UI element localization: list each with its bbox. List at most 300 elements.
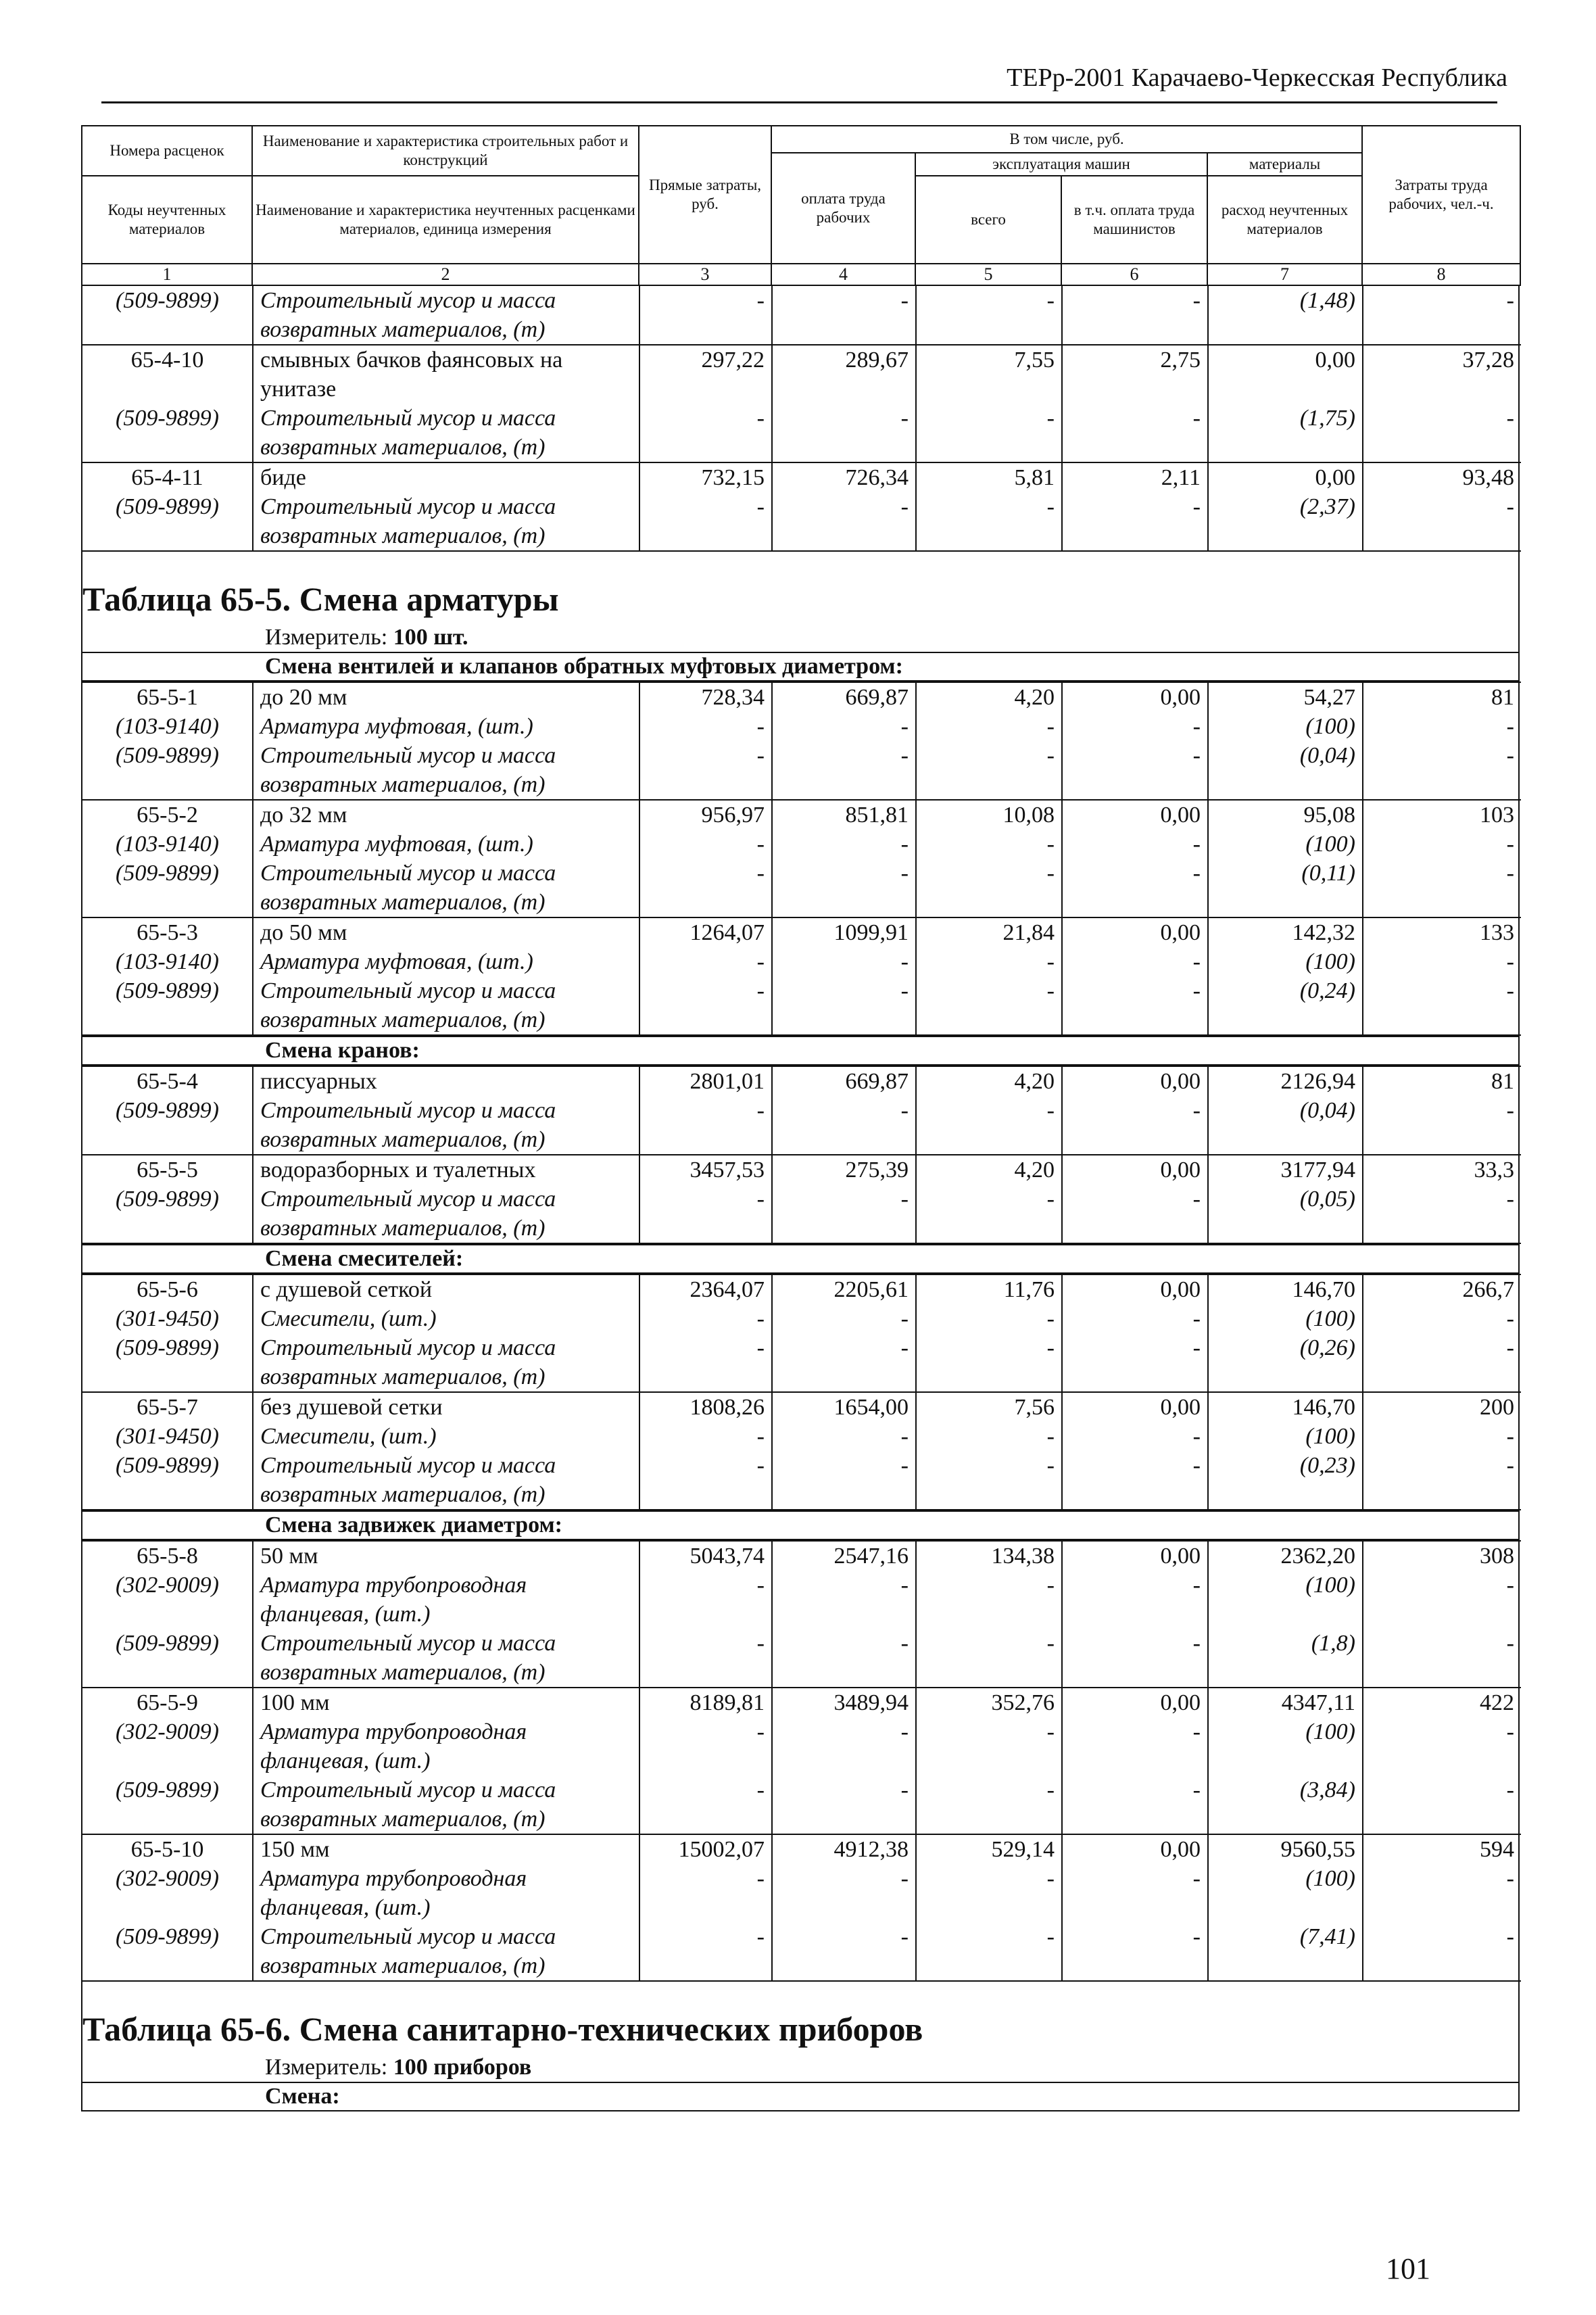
cell-name: Строительный мусор и масса возвратных материалов, (т) <box>253 1096 639 1155</box>
cell-code: 65-5-2 <box>82 800 253 830</box>
cell-code: 65-5-6 <box>82 1274 253 1304</box>
rate-row <box>82 1155 1521 1185</box>
cell-code: (301-9450) <box>116 1424 219 1449</box>
cell-mach_labor: - <box>1062 1571 1208 1629</box>
cell-hours: - <box>1363 1922 1521 1981</box>
cell-direct: - <box>639 947 772 976</box>
cell-code: (509-9899) <box>82 1922 253 1981</box>
cell-mat: 142,32 <box>1208 917 1363 947</box>
material-row <box>82 404 1521 462</box>
cell-hours: - <box>1363 1629 1521 1688</box>
cell-mat: 95,08 <box>1208 800 1363 830</box>
cell-labor: - <box>772 1717 916 1775</box>
cell-mat: 4347,11 <box>1208 1688 1363 1717</box>
rows-mixers <box>82 1274 1521 1510</box>
cell-name: Строительный мусор и масса возвратных материалов, (т) <box>253 1922 639 1981</box>
cell-name: Строительный мусор и масса возвратных материалов, (т) <box>253 1451 639 1510</box>
cell-labor: - <box>772 404 916 462</box>
material-row <box>82 830 1521 859</box>
cell-mat: 3177,94 <box>1208 1155 1363 1185</box>
cell-name: писсуарных <box>253 1066 639 1096</box>
cell-mach: - <box>916 1451 1062 1510</box>
cell-mat: (100) <box>1208 830 1363 859</box>
cell-code: (509-9899) <box>82 492 253 551</box>
cell-labor: 726,34 <box>772 462 916 492</box>
rows-65-4 <box>82 286 1521 552</box>
cell-labor: 2205,61 <box>772 1274 916 1304</box>
cell-mach_labor: - <box>1062 712 1208 741</box>
cell-labor: - <box>772 286 916 345</box>
cell-mach: - <box>916 741 1062 800</box>
col4-header: оплата труда рабочих <box>771 153 915 264</box>
cell-hours: 81 <box>1363 682 1521 712</box>
cell-direct: - <box>639 1775 772 1834</box>
cell-mat: (100) <box>1208 1571 1363 1629</box>
cell-mach: 7,55 <box>916 345 1062 404</box>
cell-direct: - <box>639 404 772 462</box>
material-row <box>82 1333 1521 1392</box>
col1-top-header: Номера расценок <box>82 126 252 176</box>
cell-labor: 4912,38 <box>772 1834 916 1864</box>
col-index-2: 2 <box>252 264 639 285</box>
cell-name: Арматура трубопроводная фланцевая, (шт.) <box>253 1864 639 1922</box>
cell-direct: - <box>639 712 772 741</box>
cell-code: (103-9140) <box>116 949 219 974</box>
cell-direct: 8189,81 <box>639 1688 772 1717</box>
rows-valves <box>82 682 1521 1036</box>
cell-hours: - <box>1363 976 1521 1035</box>
cell-name: Строительный мусор и масса возвратных материалов, (т) <box>253 859 639 917</box>
cell-direct: - <box>639 1717 772 1775</box>
cell-mach_labor: 0,00 <box>1062 1392 1208 1422</box>
rows-gate-valves <box>82 1540 1521 1982</box>
cell-mat: (100) <box>1208 1304 1363 1333</box>
unit-label: Измеритель: <box>265 625 388 650</box>
rate-row <box>82 462 1521 492</box>
cell-mach: - <box>916 830 1062 859</box>
cell-mat: (0,04) <box>1208 1096 1363 1155</box>
material-row <box>82 1629 1521 1688</box>
cell-mach_labor: 0,00 <box>1062 917 1208 947</box>
cell-name: Арматура муфтовая, (шт.) <box>253 712 639 741</box>
rows-taps <box>82 1066 1521 1244</box>
table-65-5-unit <box>82 623 1518 652</box>
cell-mat: (100) <box>1208 1422 1363 1451</box>
material-row <box>82 1717 1521 1775</box>
cell-direct: 1808,26 <box>639 1392 772 1422</box>
cell-mat: (1,8) <box>1208 1629 1363 1688</box>
unit-value: 100 приборов <box>393 2055 532 2080</box>
table-65-5-title: Таблица 65-5. Смена арматуры <box>82 580 559 618</box>
material-row <box>82 1096 1521 1155</box>
cell-code: (509-9899) <box>116 1098 219 1123</box>
rate-row <box>82 682 1521 712</box>
cell-labor: - <box>772 976 916 1035</box>
cell-labor: 851,81 <box>772 800 916 830</box>
col1-bottom-header: Коды неучтенных материалов <box>82 176 252 264</box>
cell-mach_labor: - <box>1062 492 1208 551</box>
cell-name: до 50 мм <box>253 917 639 947</box>
cell-mach_labor: 0,00 <box>1062 1688 1208 1717</box>
col2-top-header: Наименование и характеристика строительных работ и конструкций <box>252 126 639 176</box>
cell-code: (509-9899) <box>116 1777 219 1803</box>
cell-mat: (7,41) <box>1208 1922 1363 1981</box>
cell-labor: 275,39 <box>772 1155 916 1185</box>
cell-mat: (100) <box>1208 1864 1363 1922</box>
cell-mat: 0,00 <box>1208 462 1363 492</box>
cell-direct: - <box>639 1922 772 1981</box>
material-row <box>82 1422 1521 1451</box>
cell-name: до 32 мм <box>253 800 639 830</box>
cell-labor: 669,87 <box>772 1066 916 1096</box>
cell-hours: - <box>1363 1333 1521 1392</box>
cell-mach_labor: - <box>1062 404 1208 462</box>
cell-code: 65-5-4 <box>82 1066 253 1096</box>
cell-direct: - <box>639 1304 772 1333</box>
col-index-3: 3 <box>639 264 771 285</box>
cell-direct: - <box>639 1096 772 1155</box>
cell-labor: - <box>772 1775 916 1834</box>
cell-hours: - <box>1363 1864 1521 1922</box>
cell-mach_labor: - <box>1062 1096 1208 1155</box>
cell-hours: 93,48 <box>1363 462 1521 492</box>
group-machines-header: эксплуатация машин <box>915 153 1207 176</box>
cell-hours: 200 <box>1363 1392 1521 1422</box>
cell-mach: - <box>916 404 1062 462</box>
col-index-5: 5 <box>915 264 1061 285</box>
cell-name: Арматура муфтовая, (шт.) <box>253 947 639 976</box>
cell-mat: 54,27 <box>1208 682 1363 712</box>
cell-name: Строительный мусор и масса возвратных материалов, (т) <box>253 286 639 345</box>
header-rule <box>101 101 1497 103</box>
cell-direct: 297,22 <box>639 345 772 404</box>
cell-direct: - <box>639 1185 772 1243</box>
cell-mat: (100) <box>1208 947 1363 976</box>
cell-labor: - <box>772 859 916 917</box>
cell-code: (509-9899) <box>116 288 219 313</box>
material-row <box>82 712 1521 741</box>
cell-name: Строительный мусор и масса возвратных материалов, (т) <box>253 976 639 1035</box>
cell-mach: - <box>916 492 1062 551</box>
cell-name: Строительный мусор и масса возвратных материалов, (т) <box>253 1775 639 1834</box>
cell-direct: 5043,74 <box>639 1541 772 1571</box>
cell-code: (302-9009) <box>116 1573 219 1598</box>
cell-name: водоразборных и туалетных <box>253 1155 639 1185</box>
rate-row <box>82 1066 1521 1096</box>
cell-name: без душевой сетки <box>253 1392 639 1422</box>
cell-mach_labor: - <box>1062 1629 1208 1688</box>
cell-mat: (0,23) <box>1208 1451 1363 1510</box>
cell-direct: - <box>639 741 772 800</box>
cell-code: (302-9009) <box>116 1866 219 1891</box>
cell-code: (509-9899) <box>116 1335 219 1360</box>
cell-mach_labor: 2,11 <box>1062 462 1208 492</box>
cell-labor: 669,87 <box>772 682 916 712</box>
section-heading-gate-valves: Смена задвижек диаметром: <box>82 1510 1518 1540</box>
cell-mach: - <box>916 286 1062 345</box>
cell-direct: 956,97 <box>639 800 772 830</box>
cell-name: Арматура муфтовая, (шт.) <box>253 830 639 859</box>
cell-name: с душевой сеткой <box>253 1274 639 1304</box>
cell-name: 100 мм <box>253 1688 639 1717</box>
cell-code: 65-5-10 <box>82 1834 253 1864</box>
rate-row <box>82 1392 1521 1422</box>
cell-name: смывных бачков фаянсовых на унитазе <box>253 345 639 404</box>
cell-labor: - <box>772 947 916 976</box>
cell-mat: (1,48) <box>1208 286 1363 345</box>
cell-hours: - <box>1363 947 1521 976</box>
cell-mach_labor: - <box>1062 286 1208 345</box>
material-row <box>82 1185 1521 1243</box>
section-heading-mixers: Смена смесителей: <box>82 1244 1518 1274</box>
material-row <box>82 1922 1521 1981</box>
cell-mach: - <box>916 1864 1062 1922</box>
cell-name: Строительный мусор и масса возвратных материалов, (т) <box>253 492 639 551</box>
cell-mat: (100) <box>1208 712 1363 741</box>
cell-code: (103-9140) <box>116 714 219 739</box>
group-materials-header: материалы <box>1207 153 1362 176</box>
running-title: ТЕРр-2001 Карачаево-Черкесская Республика <box>1007 64 1507 92</box>
document-body <box>81 125 1520 2111</box>
cell-mat: (0,05) <box>1208 1185 1363 1243</box>
cell-hours: - <box>1363 286 1521 345</box>
cell-direct: - <box>639 286 772 345</box>
cell-mach: - <box>916 1096 1062 1155</box>
cell-labor: - <box>772 1922 916 1981</box>
cell-labor: 2547,16 <box>772 1541 916 1571</box>
cell-mat: (0,11) <box>1208 859 1363 917</box>
cell-name: Строительный мусор и масса возвратных материалов, (т) <box>253 404 639 462</box>
column-header <box>81 125 1521 286</box>
cell-mach_labor: 2,75 <box>1062 345 1208 404</box>
section-heading-taps: Смена кранов: <box>82 1036 1518 1066</box>
cell-mat: (0,24) <box>1208 976 1363 1035</box>
cell-mach: 529,14 <box>916 1834 1062 1864</box>
cell-code: (509-9899) <box>116 861 219 886</box>
cell-direct: 2364,07 <box>639 1274 772 1304</box>
cell-mach: 5,81 <box>916 462 1062 492</box>
cell-hours: 81 <box>1363 1066 1521 1096</box>
cell-name: Смесители, (шт.) <box>253 1304 639 1333</box>
cell-name: Строительный мусор и масса возвратных материалов, (т) <box>253 1185 639 1243</box>
rate-row <box>82 1834 1521 1864</box>
material-row <box>82 1571 1521 1629</box>
cell-mach_labor: 0,00 <box>1062 1834 1208 1864</box>
cell-mach: - <box>916 1185 1062 1243</box>
cell-mach_labor: - <box>1062 741 1208 800</box>
cell-code: 65-5-3 <box>82 917 253 947</box>
cell-mat: (2,37) <box>1208 492 1363 551</box>
cell-mach: 352,76 <box>916 1688 1062 1717</box>
material-row <box>82 976 1521 1035</box>
cell-mach_labor: - <box>1062 976 1208 1035</box>
cell-code: (509-9899) <box>116 406 219 431</box>
cell-mach_labor: - <box>1062 1775 1208 1834</box>
table-65-6-title: Таблица 65-6. Смена санитарно-технических приборов <box>82 2010 923 2048</box>
cell-direct: 732,15 <box>639 462 772 492</box>
cell-labor: - <box>772 741 916 800</box>
cell-mach: 21,84 <box>916 917 1062 947</box>
cell-direct: - <box>639 1571 772 1629</box>
cell-mach: - <box>916 1775 1062 1834</box>
cell-hours: - <box>1363 1775 1521 1834</box>
cell-mach_labor: - <box>1062 1333 1208 1392</box>
material-row <box>82 741 1521 800</box>
cell-code: (509-9899) <box>116 1631 219 1656</box>
cell-hours: 266,7 <box>1363 1274 1521 1304</box>
rate-row <box>82 1541 1521 1571</box>
material-row <box>82 1864 1521 1922</box>
col-index-6: 6 <box>1061 264 1207 285</box>
material-row <box>82 947 1521 976</box>
cell-direct: 3457,53 <box>639 1155 772 1185</box>
cell-mat: (1,75) <box>1208 404 1363 462</box>
cell-mach_labor: - <box>1062 859 1208 917</box>
material-row <box>82 1775 1521 1834</box>
cell-mat: (100) <box>1208 1717 1363 1775</box>
cell-mach_labor: 0,00 <box>1062 1155 1208 1185</box>
cell-labor: - <box>772 1185 916 1243</box>
cell-mach: - <box>916 976 1062 1035</box>
cell-labor: - <box>772 1333 916 1392</box>
cell-labor: 1654,00 <box>772 1392 916 1422</box>
cell-code: (509-9899) <box>82 976 253 1035</box>
cell-hours: - <box>1363 712 1521 741</box>
cell-code: 65-4-11 <box>82 462 253 492</box>
col-index-4: 4 <box>771 264 915 285</box>
section-heading-replacement: Смена: <box>82 2082 1518 2111</box>
cell-hours: 594 <box>1363 1834 1521 1864</box>
cell-mach_labor: - <box>1062 1451 1208 1510</box>
material-row <box>82 1451 1521 1510</box>
cell-direct: 728,34 <box>639 682 772 712</box>
cell-direct: - <box>639 830 772 859</box>
cell-mach_labor: 0,00 <box>1062 1066 1208 1096</box>
cell-mach: - <box>916 1333 1062 1392</box>
cell-hours: - <box>1363 1717 1521 1775</box>
cell-labor: - <box>772 1304 916 1333</box>
col-index-8: 8 <box>1362 264 1520 285</box>
group-incl-header: В том числе, руб. <box>771 126 1362 153</box>
cell-hours: - <box>1363 1304 1521 1333</box>
cell-mach: 4,20 <box>916 1066 1062 1096</box>
section-heading-valves: Смена вентилей и клапанов обратных муфтовых диаметром: <box>82 652 1518 682</box>
cell-labor: 289,67 <box>772 345 916 404</box>
cell-hours: - <box>1363 1422 1521 1451</box>
cell-mach_labor: 0,00 <box>1062 1274 1208 1304</box>
cell-direct: - <box>639 1864 772 1922</box>
cell-mach: - <box>916 1717 1062 1775</box>
cell-hours: - <box>1363 1451 1521 1510</box>
cell-name: Арматура трубопроводная фланцевая, (шт.) <box>253 1717 639 1775</box>
cell-name: Строительный мусор и масса возвратных материалов, (т) <box>253 1333 639 1392</box>
cell-direct: - <box>639 492 772 551</box>
cell-mach_labor: 0,00 <box>1062 682 1208 712</box>
cell-hours: - <box>1363 1571 1521 1629</box>
table-frame <box>81 286 1520 2111</box>
cell-mach_labor: - <box>1062 1717 1208 1775</box>
cell-mach_labor: - <box>1062 1185 1208 1243</box>
cell-hours: 422 <box>1363 1688 1521 1717</box>
cell-mach: 4,20 <box>916 682 1062 712</box>
cell-code: (302-9009) <box>116 1719 219 1744</box>
rate-row <box>82 1274 1521 1304</box>
cell-hours: - <box>1363 492 1521 551</box>
cell-hours: - <box>1363 1185 1521 1243</box>
cell-labor: 1099,91 <box>772 917 916 947</box>
cell-mach: 4,20 <box>916 1155 1062 1185</box>
col-index-1: 1 <box>82 264 252 285</box>
cell-direct: - <box>639 1451 772 1510</box>
cell-mat: 9560,55 <box>1208 1834 1363 1864</box>
cell-mat: 146,70 <box>1208 1392 1363 1422</box>
cell-mach_labor: - <box>1062 1304 1208 1333</box>
cell-labor: - <box>772 1422 916 1451</box>
cell-hours: - <box>1363 859 1521 917</box>
cell-labor: - <box>772 492 916 551</box>
cell-hours: - <box>1363 1096 1521 1155</box>
cell-mat: (3,84) <box>1208 1775 1363 1834</box>
cell-code: (509-9899) <box>82 1185 253 1243</box>
cell-mach: - <box>916 947 1062 976</box>
unit-label: Измеритель: <box>265 2055 388 2080</box>
cell-mach: 10,08 <box>916 800 1062 830</box>
cell-mach: 7,56 <box>916 1392 1062 1422</box>
cell-hours: 133 <box>1363 917 1521 947</box>
rate-row <box>82 917 1521 947</box>
material-row <box>82 492 1521 551</box>
cell-hours: - <box>1363 830 1521 859</box>
cell-name: Строительный мусор и масса возвратных материалов, (т) <box>253 741 639 800</box>
cell-hours: 308 <box>1363 1541 1521 1571</box>
cell-mach: 11,76 <box>916 1274 1062 1304</box>
cell-mat: (0,26) <box>1208 1333 1363 1392</box>
cell-mach: - <box>916 1422 1062 1451</box>
cell-code: 65-5-8 <box>82 1541 253 1571</box>
cell-hours: 33,3 <box>1363 1155 1521 1185</box>
cell-hours: 103 <box>1363 800 1521 830</box>
cell-labor: - <box>772 1571 916 1629</box>
table-65-6-unit <box>82 2053 1518 2082</box>
cell-labor: - <box>772 1451 916 1510</box>
col2-bottom-header: Наименование и характеристика неучтенных расценками материалов, единица измерения <box>252 176 639 264</box>
cell-labor: - <box>772 1096 916 1155</box>
cell-mach: - <box>916 712 1062 741</box>
cell-mat: 146,70 <box>1208 1274 1363 1304</box>
cell-mach_labor: - <box>1062 830 1208 859</box>
rate-row <box>82 345 1521 404</box>
cell-direct: 1264,07 <box>639 917 772 947</box>
col5-header: всего <box>915 176 1061 264</box>
cell-mach: - <box>916 859 1062 917</box>
cell-code: 65-4-10 <box>82 345 253 404</box>
cell-direct: - <box>639 1629 772 1688</box>
cell-code: (301-9450) <box>116 1306 219 1331</box>
cell-mach_labor: - <box>1062 1922 1208 1981</box>
col6-header: в т.ч. оплата труда машинистов <box>1061 176 1207 264</box>
cell-labor: 3489,94 <box>772 1688 916 1717</box>
cell-mach_labor: - <box>1062 947 1208 976</box>
cell-name: биде <box>253 462 639 492</box>
cell-mat: 2362,20 <box>1208 1541 1363 1571</box>
cell-code: 65-5-5 <box>82 1155 253 1185</box>
cell-mach: - <box>916 1304 1062 1333</box>
cell-direct: - <box>639 1422 772 1451</box>
page-number: 101 <box>1386 2252 1430 2285</box>
cell-mach: - <box>916 1922 1062 1981</box>
cell-name: 50 мм <box>253 1541 639 1571</box>
cell-code: (103-9140) <box>116 832 219 857</box>
